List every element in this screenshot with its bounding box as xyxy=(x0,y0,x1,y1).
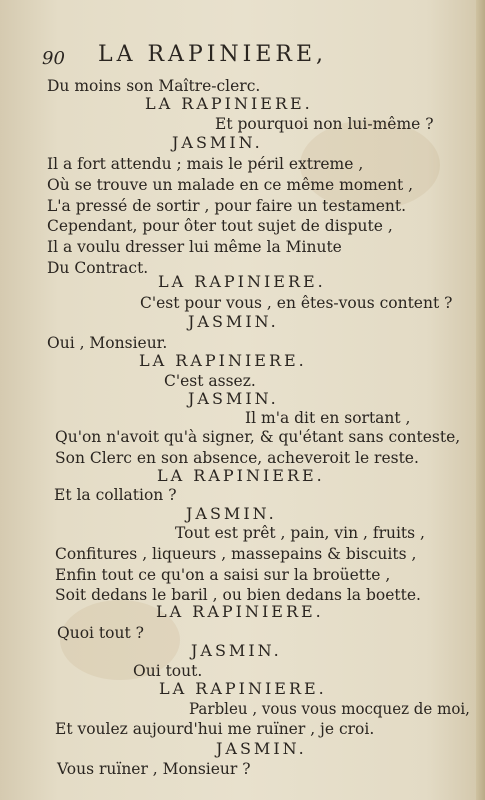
page-number: 90 xyxy=(42,48,65,69)
text-line: Oui tout. xyxy=(133,662,203,680)
speaker-name: JASMIN. xyxy=(191,641,282,660)
speaker-name: JASMIN. xyxy=(186,504,277,523)
speaker-name: LA RAPINIERE. xyxy=(139,351,307,370)
text-line: Il m'a dit en sortant , xyxy=(245,409,411,427)
speaker-name: LA RAPINIERE. xyxy=(159,679,327,698)
text-line: Du moins son Maître-clerc. xyxy=(47,77,261,95)
speaker-name: JASMIN. xyxy=(216,739,307,758)
text-line: Il a fort attendu ; mais le péril extreme , xyxy=(47,155,364,173)
text-line: C'est pour vous , en êtes-vous content ? xyxy=(140,294,453,312)
text-line: Tout est prêt , pain, vin , fruits , xyxy=(175,524,425,542)
speaker-name: LA RAPINIERE. xyxy=(158,272,326,291)
speaker-name: LA RAPINIERE. xyxy=(145,94,313,113)
speaker-name: JASMIN. xyxy=(172,133,263,152)
text-line: Où se trouve un malade en ce même moment , xyxy=(47,176,414,194)
text-line: Soit dedans le baril , ou bien dedans la boette. xyxy=(55,586,421,604)
text-line: C'est assez. xyxy=(164,372,256,390)
page-edge xyxy=(476,0,485,800)
text-line: Enfin tout ce qu'on a saisi sur la broüette , xyxy=(55,566,391,584)
text-line: Vous ruïner , Monsieur ? xyxy=(57,760,251,778)
text-line: Quoi tout ? xyxy=(57,624,144,642)
text-line: Oui , Monsieur. xyxy=(47,334,168,352)
text-line: Son Clerc en son absence, acheveroit le reste. xyxy=(55,449,419,467)
speaker-name: JASMIN. xyxy=(188,389,279,408)
text-line: Du Contract. xyxy=(47,259,149,277)
text-line: Cependant, pour ôter tout sujet de dispute , xyxy=(47,217,393,235)
text-line: Et la collation ? xyxy=(54,486,177,504)
text-line: Qu'on n'avoit qu'à signer, & qu'étant sans conteste, xyxy=(55,428,461,446)
text-line: L'a pressé de sortir , pour faire un testament. xyxy=(47,197,407,215)
text-line: Et pourquoi non lui-même ? xyxy=(215,115,434,133)
text-line: Confitures , liqueurs , massepains & biscuits , xyxy=(55,545,417,563)
speaker-name: LA RAPINIERE. xyxy=(156,602,324,621)
running-head: LA RAPINIERE, xyxy=(98,42,328,67)
speaker-name: LA RAPINIERE. xyxy=(157,466,325,485)
text-line: Et voulez aujourd'hui me ruïner , je croi. xyxy=(55,720,375,738)
speaker-name: JASMIN. xyxy=(188,312,279,331)
text-line: Il a voulu dresser lui même la Minute xyxy=(47,238,342,256)
text-line: Parbleu , vous vous mocquez de moi, xyxy=(189,700,470,718)
